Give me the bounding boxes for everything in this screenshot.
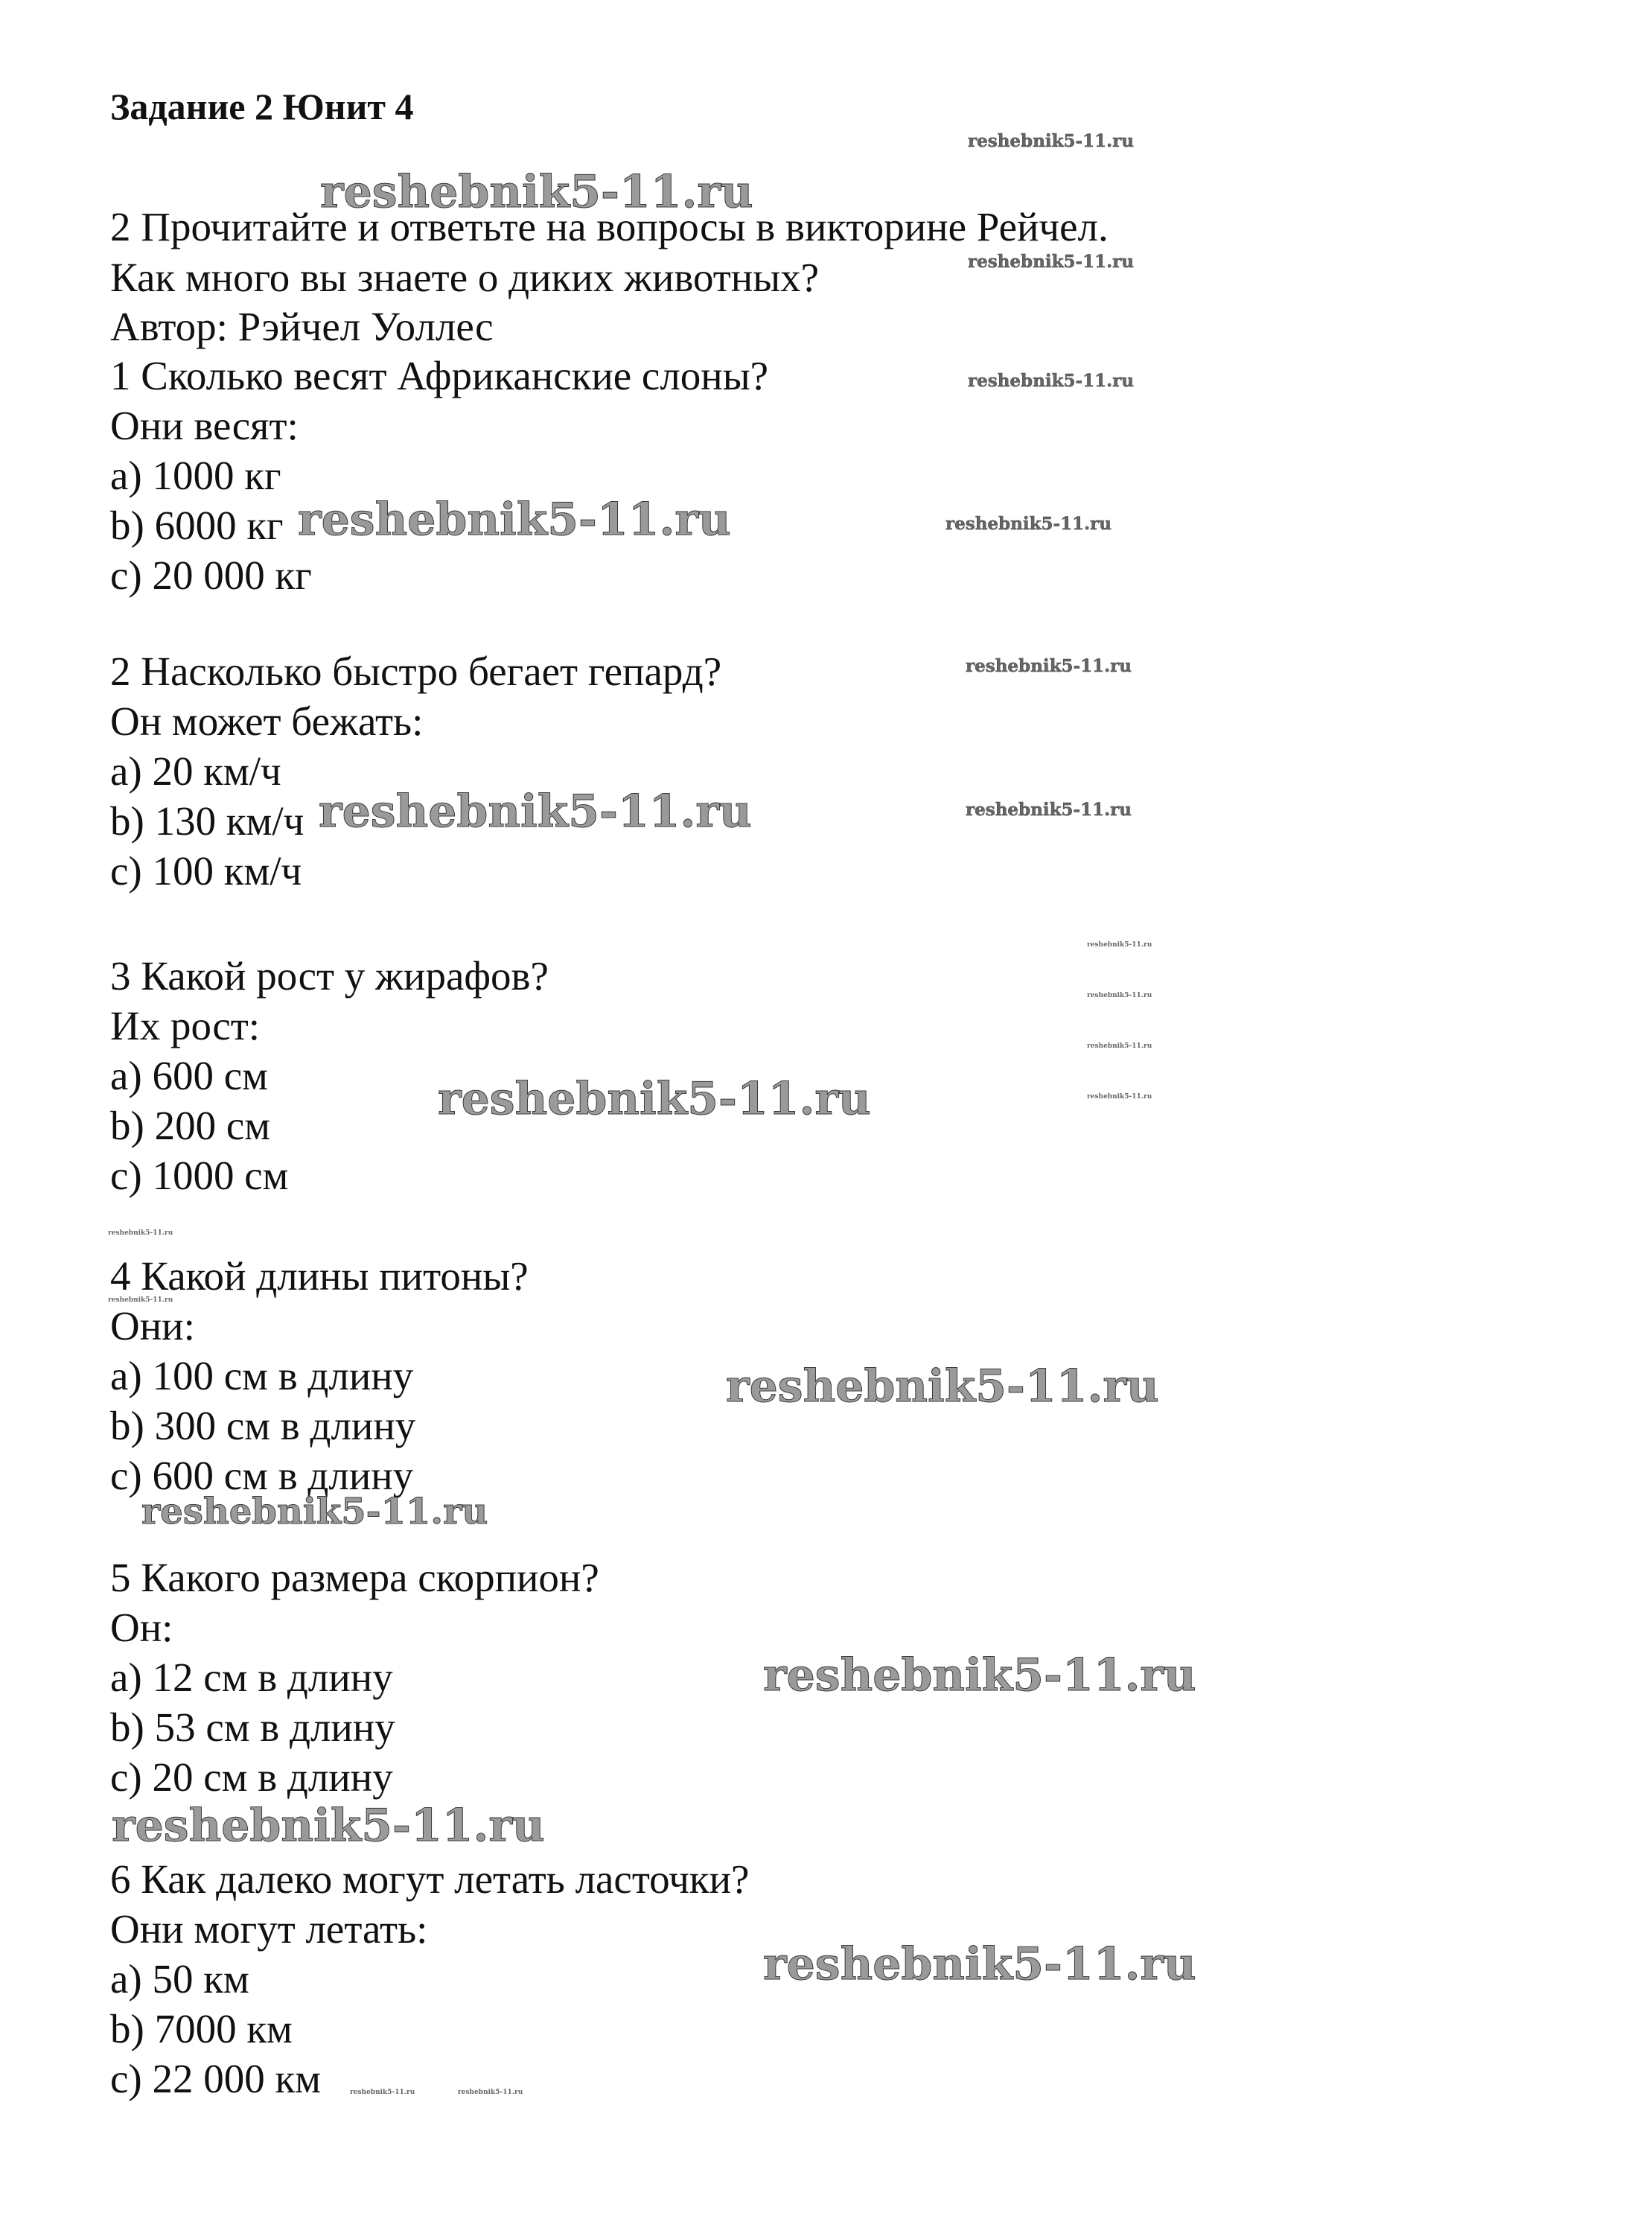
question-lead: Их рост: (110, 1003, 261, 1048)
answer-option: c) 600 см в длину (110, 1453, 414, 1498)
watermark: reshebnik5-11.ru (966, 800, 1132, 820)
watermark: reshebnik5-11.ru (319, 786, 752, 838)
watermark: reshebnik5-11.ru (108, 1229, 173, 1237)
answer-option: a) 100 см в длину (110, 1353, 414, 1398)
question-lead: Он: (110, 1605, 173, 1650)
answer-option: c) 20 000 кг (110, 553, 312, 598)
answer-option: b) 200 см (110, 1103, 271, 1148)
watermark: reshebnik5-11.ru (1087, 992, 1152, 999)
answer-option: a) 20 км/ч (110, 748, 281, 794)
watermark: reshebnik5-11.ru (298, 494, 731, 546)
answer-option: b) 130 км/ч (110, 798, 304, 844)
watermark: reshebnik5-11.ru (763, 1938, 1196, 1990)
watermark: reshebnik5-11.ru (1087, 1042, 1152, 1050)
answer-option: c) 20 см в длину (110, 1754, 393, 1800)
watermark: reshebnik5-11.ru (968, 371, 1134, 391)
watermark: reshebnik5-11.ru (945, 514, 1112, 534)
watermark: reshebnik5-11.ru (726, 1360, 1159, 1413)
question-text: 2 Насколько быстро бегает гепард? (110, 649, 722, 694)
question-lead: Они: (110, 1303, 195, 1349)
page-title: Задание 2 Юнит 4 (110, 86, 414, 127)
question-text: 6 Как далеко могут летать ласточки? (110, 1856, 750, 1902)
watermark: reshebnik5-11.ru (438, 1073, 871, 1125)
watermark: reshebnik5-11.ru (108, 1296, 173, 1304)
question-text: 1 Сколько весят Африканские слоны? (110, 353, 769, 398)
watermark: reshebnik5-11.ru (141, 1491, 488, 1532)
answer-option: a) 50 км (110, 1956, 249, 2002)
watermark: reshebnik5-11.ru (968, 131, 1134, 151)
watermark: reshebnik5-11.ru (1087, 941, 1152, 949)
answer-option: b) 6000 кг (110, 503, 284, 548)
question-lead: Они весят: (110, 403, 299, 448)
intro-line: 2 Прочитайте и ответьте на вопросы в викторине Рейчел. (110, 204, 1109, 249)
answer-option: c) 1000 см (110, 1153, 289, 1198)
answer-option: b) 53 см в длину (110, 1704, 395, 1750)
watermark: reshebnik5-11.ru (1087, 1093, 1152, 1101)
answer-option: c) 100 км/ч (110, 848, 302, 894)
question-text: 3 Какой рост у жирафов? (110, 953, 549, 999)
watermark: reshebnik5-11.ru (458, 2089, 523, 2096)
intro-line: Автор: Рэйчел Уоллес (110, 304, 494, 349)
watermark: reshebnik5-11.ru (350, 2089, 415, 2096)
answer-option: b) 300 см в длину (110, 1403, 416, 1448)
answer-option: a) 12 см в длину (110, 1655, 393, 1700)
answer-option: b) 7000 км (110, 2006, 293, 2051)
answer-option: a) 600 см (110, 1053, 268, 1098)
answer-option: a) 1000 кг (110, 453, 281, 498)
watermark: reshebnik5-11.ru (966, 656, 1132, 676)
question-lead: Он может бежать: (110, 698, 424, 744)
answer-option: c) 22 000 км (110, 2056, 322, 2101)
question-text: 4 Какой длины питоны? (110, 1253, 529, 1299)
watermark: reshebnik5-11.ru (320, 166, 753, 218)
question-lead: Они могут летать: (110, 1906, 428, 1952)
intro-line: Как много вы знаете о диких животных? (110, 255, 820, 300)
question-text: 5 Какого размера скорпион? (110, 1555, 599, 1600)
watermark: reshebnik5-11.ru (112, 1800, 545, 1852)
watermark: reshebnik5-11.ru (968, 252, 1134, 272)
watermark: reshebnik5-11.ru (763, 1649, 1196, 1701)
